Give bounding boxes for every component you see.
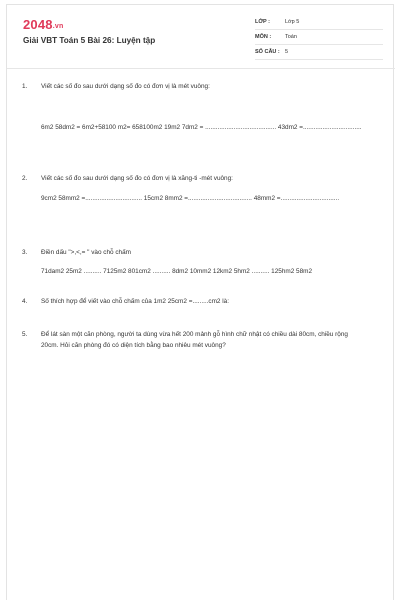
question-text: Số thích hợp để viết vào chỗ chấm của 1m2 25cm2 =.........cm2 là: — [41, 298, 230, 305]
question-number: 5. — [22, 331, 28, 338]
meta-label: SỐ CÂU : — [255, 49, 280, 55]
site-logo[interactable] — [23, 17, 63, 32]
question-answer-line: 9cm2 58mm2 =................................ 15cm2 8mm2 =.................................... 48mm2 =................................. — [41, 195, 340, 202]
question-number: 3. — [22, 249, 28, 256]
worksheet — [6, 4, 394, 600]
worksheet-header — [7, 5, 395, 69]
meta-subject-row — [255, 31, 383, 45]
question-text: Để lát sàn một căn phòng, người ta dùng vừa hết 200 mảnh gỗ hình chữ nhật có chiều dài 80cm, chiều rộng 20cm. Hỏi căn phòng đó có diện tích bằng bao nhiêu mét vuông? — [41, 331, 348, 349]
question-number: 1. — [22, 83, 28, 90]
logo-number: 2048 — [23, 17, 53, 32]
question-number: 2. — [22, 175, 28, 182]
logo-domain: .vn — [52, 23, 64, 30]
question-answer-line: 6m2 58dm2 = 6m2+58100 m2= 658100m2 19m2 7dm2 = ........................................ 43dm2 =................................. — [41, 124, 362, 131]
meta-value: Lớp 5 — [285, 19, 300, 25]
question-text: Viết các số đo sau dưới dạng số đo có đơn vị là mét vuông: — [41, 83, 210, 90]
meta-count-row — [255, 46, 383, 60]
meta-value: Toán — [285, 34, 297, 40]
meta-class-row — [255, 16, 383, 30]
meta-label: LỚP : — [255, 19, 270, 25]
question-number: 4. — [22, 298, 28, 305]
question-answer-line: 71dam2 25m2 .......... 7125m2 801cm2 .......... 8dm2 10mm2 12km2 5hm2 .......... 125hm2 58m2 — [41, 268, 313, 275]
question-text: Viết các số đo sau dưới dạng số đo có đơn vị là xăng-ti -mét vuông: — [41, 175, 233, 182]
meta-value: 5 — [285, 49, 289, 55]
page-title: Giải VBT Toán 5 Bài 26: Luyện tập — [23, 36, 156, 45]
question-text: Điền dấu ">,<,= " vào chỗ chấm — [41, 249, 131, 256]
meta-label: MÔN : — [255, 34, 272, 40]
